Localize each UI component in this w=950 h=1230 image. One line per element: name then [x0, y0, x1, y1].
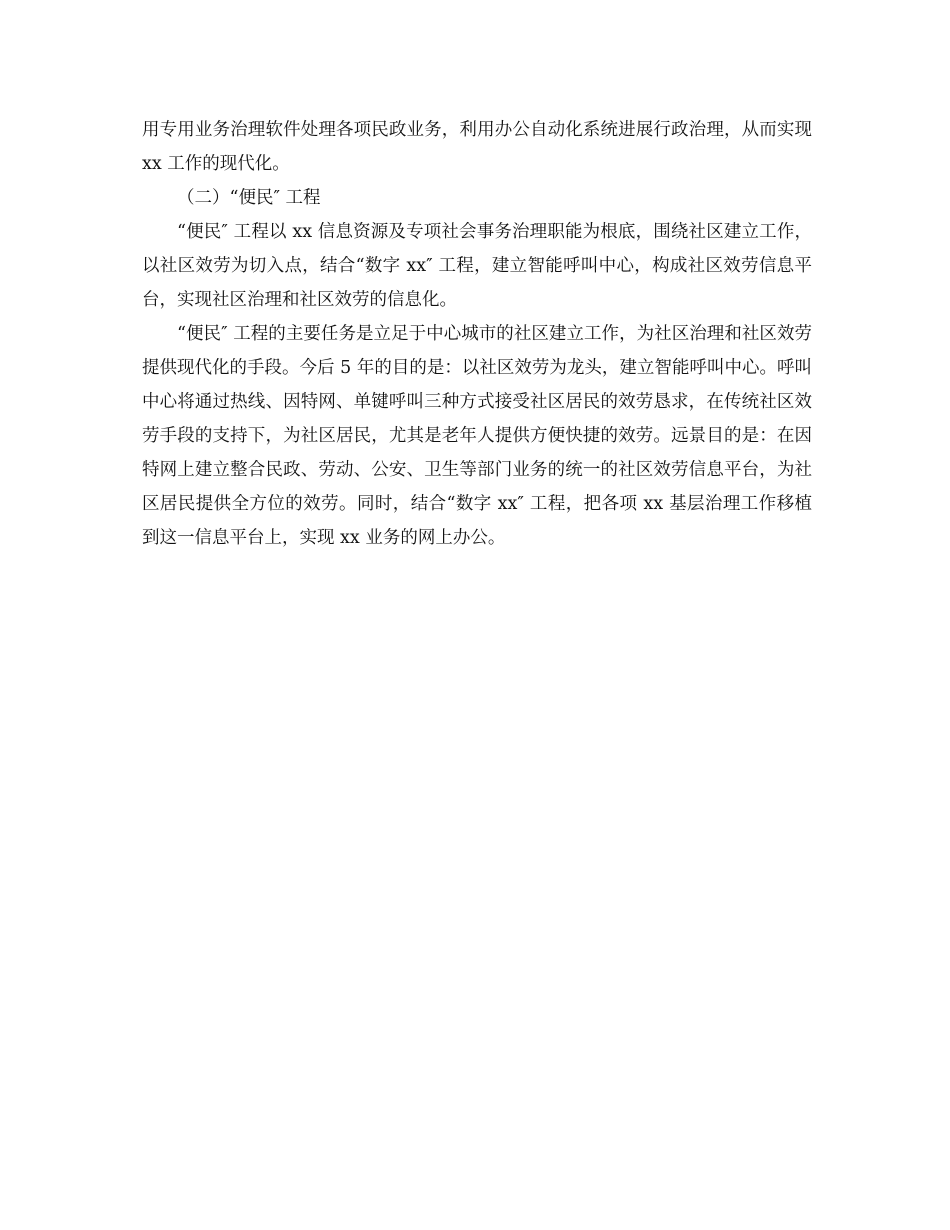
- paragraph-continuation: 用专用业务治理软件处理各项民政业务，利用办公自动化系统进展行政治理，从而实现 xx 工作的现代化。: [142, 120, 812, 174]
- section-heading: （二）“便民″ 工程: [177, 188, 321, 208]
- paragraph-project-overview: “便民″ 工程以 xx 信息资源及专项社会事务治理职能为根底，围绕社区建立工作，以社区效劳为切入点，结合“数字 xx″ 工程，建立智能呼叫中心，构成社区效劳信息平台，实现社区治理和社区效劳的信息化。: [142, 222, 812, 310]
- paragraph-project-tasks: “便民″ 工程的主要任务是立足于中心城市的社区建立工作，为社区治理和社区效劳提供现代化的手段。今后 5 年的目的是：以社区效劳为龙头，建立智能呼叫中心。呼叫中心将通过热线、因特网、单键呼叫三种方式接受社区居民的效劳恳求，在传统社区效劳手段的支持下，为社区居民，尤其是老年人提供方便快捷的效劳。远景目的是：在因特网上建立整合民政、劳动、公安、卫生等部门业务的统一的社区效劳信息平台，为社区居民提供全方位的效劳。同时，结合“数字 xx″ 工程，把各项 xx 基层治理工作移植到这一信息平台上，实现 xx 业务的网上办公。: [142, 324, 812, 548]
- document-body: [142, 113, 812, 555]
